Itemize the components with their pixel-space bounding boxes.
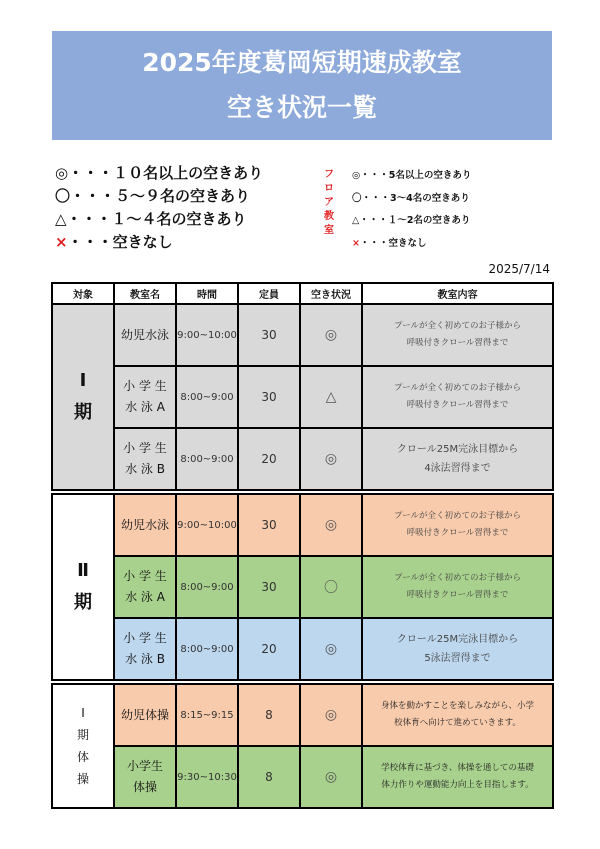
class-description: 学校体育に基づき、体操を通しての基礎 体力作りや運動能力向上を目指します。 <box>362 746 553 808</box>
floor-label: フロア教室 <box>324 169 334 236</box>
capacity: 20 <box>238 428 300 490</box>
class-time: 8:00~9:00 <box>176 366 238 428</box>
legend-item <box>55 185 263 208</box>
availability-status: △ <box>300 366 362 428</box>
class-time: 9:30~10:30 <box>176 746 238 808</box>
capacity: 30 <box>238 304 300 366</box>
class-description: クロール25M完泳目標から 5泳法習得まで <box>362 618 553 680</box>
availability-status: ◎ <box>300 428 362 490</box>
room-name: 幼児水泳 <box>114 304 176 366</box>
class-time: 9:00~10:00 <box>176 494 238 556</box>
room-name: 幼児体操 <box>114 684 176 746</box>
legend-item <box>352 165 471 188</box>
page-title: 2025年度葛岡短期速成教室 <box>142 48 462 77</box>
room-name: 幼児水泳 <box>114 494 176 556</box>
legend-item <box>55 231 263 254</box>
capacity: 8 <box>238 746 300 808</box>
availability-table <box>51 282 554 809</box>
table-row <box>52 746 553 808</box>
availability-status: ◎ <box>300 618 362 680</box>
cross-icon: × <box>352 237 360 249</box>
table-row <box>52 366 553 428</box>
room-name: 小 学 生 水 泳 B <box>114 618 176 680</box>
class-description: プールが全く初めてのお子様から 呼吸付きクロール習得まで <box>362 366 553 428</box>
table-row <box>52 494 553 556</box>
pool-legend <box>55 162 263 254</box>
class-time: 9:00~10:00 <box>176 304 238 366</box>
legend-item <box>55 162 263 185</box>
legend-text: ・・・空きなし <box>359 237 427 249</box>
class-time: 8:15~9:15 <box>176 684 238 746</box>
capacity: 20 <box>238 618 300 680</box>
table-row <box>52 684 553 746</box>
room-name: 小 学 生 水 泳 A <box>114 366 176 428</box>
table-row <box>52 556 553 618</box>
class-time: 8:00~9:00 <box>176 556 238 618</box>
header-status: 空き状況 <box>300 283 362 304</box>
capacity: 30 <box>238 494 300 556</box>
capacity: 8 <box>238 684 300 746</box>
availability-status: ◎ <box>300 684 362 746</box>
header-content: 教室内容 <box>362 283 553 304</box>
table-row <box>52 304 553 366</box>
legend-text: ・・・空きなし <box>67 233 173 251</box>
capacity: 30 <box>238 366 300 428</box>
double-circle-icon: ◎ <box>55 164 69 182</box>
legend-text: ・・・１０名以上の空きあり <box>68 164 264 182</box>
room-name: 小学生 体操 <box>114 746 176 808</box>
class-description: プールが全く初めてのお子様から 呼吸付きクロール習得まで <box>362 556 553 618</box>
legend-item <box>352 210 471 233</box>
legend-text: ・・・１～４名の空きあり <box>66 210 247 228</box>
legend-item <box>55 208 263 231</box>
class-description: プールが全く初めてのお子様から 呼吸付きクロール習得まで <box>362 494 553 556</box>
legend-item <box>352 233 471 256</box>
table-row <box>52 428 553 490</box>
page-subtitle: 空き状況一覧 <box>226 93 377 122</box>
legend-item <box>352 188 471 211</box>
period-2-label: Ⅱ 期 <box>52 494 114 680</box>
double-circle-icon: ◎ <box>352 170 361 181</box>
class-description: プールが全く初めてのお子様から 呼吸付きクロール習得まで <box>362 304 553 366</box>
capacity: 30 <box>238 556 300 618</box>
class-description: クロール25M完泳目標から 4泳法習得まで <box>362 428 553 490</box>
period-1-label: Ⅰ 期 <box>52 304 114 490</box>
header-capacity: 定員 <box>238 283 300 304</box>
table-row <box>52 618 553 680</box>
circle-icon: 〇 <box>352 192 362 204</box>
room-name: 小 学 生 水 泳 A <box>114 556 176 618</box>
period-3-label: Ⅰ 期 体 操 <box>52 684 114 808</box>
header-room: 教室名 <box>114 283 176 304</box>
availability-status: ◎ <box>300 746 362 808</box>
triangle-icon: △ <box>352 215 360 226</box>
title-banner <box>52 31 552 140</box>
circle-icon: 〇 <box>55 187 71 205</box>
legend-text: ・・・3～4名の空きあり <box>361 192 470 204</box>
class-time: 8:00~9:00 <box>176 428 238 490</box>
room-name: 小 学 生 水 泳 B <box>114 428 176 490</box>
cross-icon: × <box>55 233 68 251</box>
table-header-row <box>52 283 553 304</box>
legend-text: ・・・5名以上の空きあり <box>360 170 472 181</box>
availability-status: 〇 <box>300 556 362 618</box>
floor-legend <box>352 165 471 255</box>
legend-text: ・・・１～2名の空きあり <box>359 215 471 226</box>
triangle-icon: △ <box>55 210 67 228</box>
class-time: 8:00~9:00 <box>176 618 238 680</box>
availability-status: ◎ <box>300 494 362 556</box>
legend-text: ・・・５～９名の空きあり <box>70 187 251 205</box>
class-description: 身体を動かすことを楽しみながら、小学 校体育へ向けて進めていきます。 <box>362 684 553 746</box>
availability-status: ◎ <box>300 304 362 366</box>
update-date: 2025/7/14 <box>488 262 550 276</box>
header-time: 時間 <box>176 283 238 304</box>
header-target: 対象 <box>52 283 114 304</box>
